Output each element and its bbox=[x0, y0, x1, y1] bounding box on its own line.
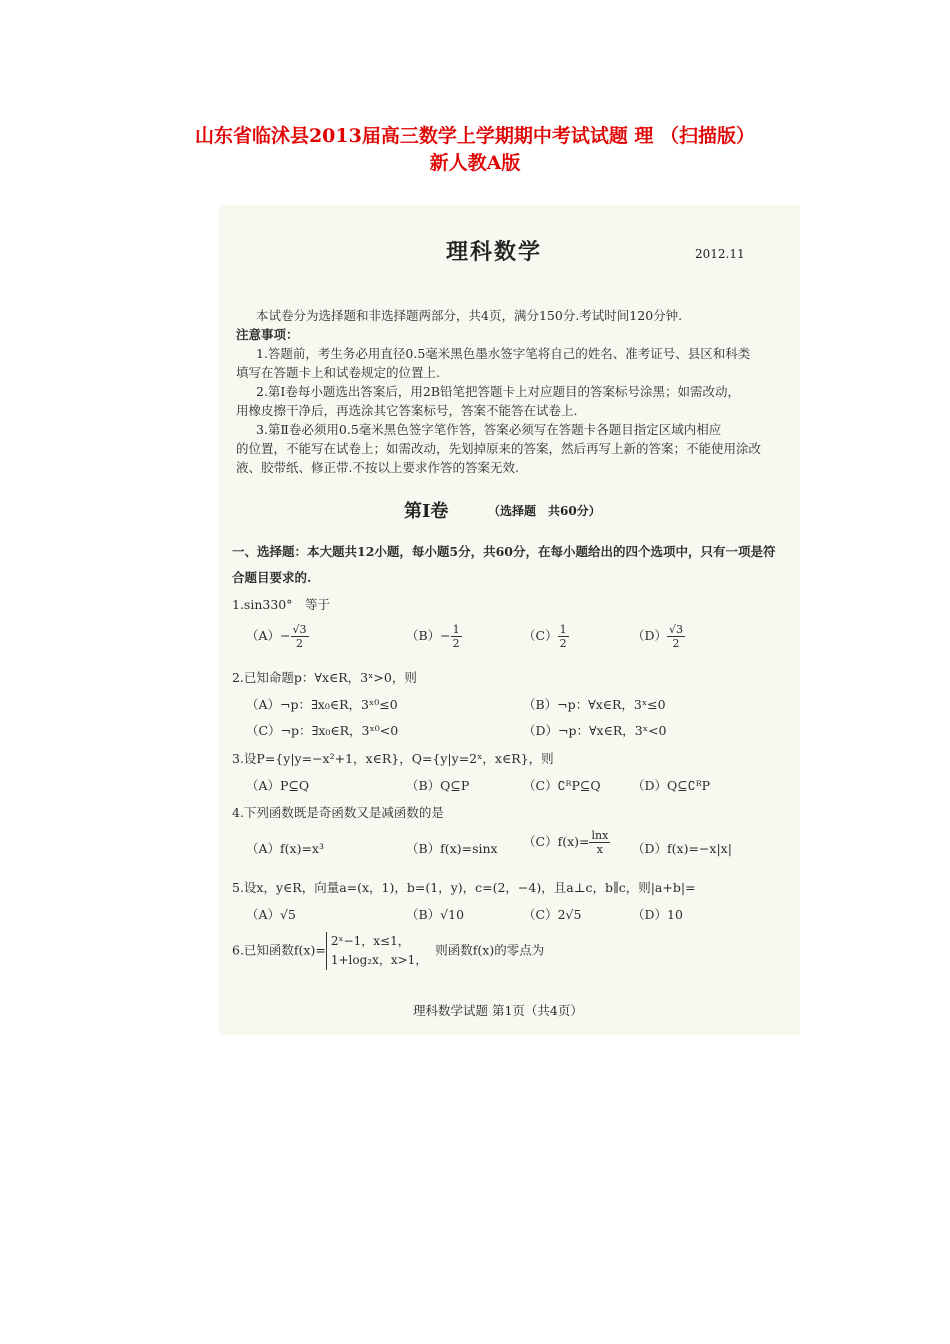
question-4-option-d: （D）f(x)=−x|x| bbox=[632, 841, 732, 856]
question-4-option-a: （A）f(x)=x³ bbox=[246, 841, 324, 856]
question-2-option-c: （C）¬p：∃x₀∈R，3ˣ⁰<0 bbox=[246, 723, 399, 738]
roll-title: 第Ⅰ卷 bbox=[404, 501, 449, 522]
question-3-option-a: （A）P⊆Q bbox=[246, 778, 310, 793]
notice-line: 用橡皮擦干净后，再选涂其它答案标号，答案不能答在试卷上. bbox=[236, 403, 578, 418]
question-3-stem: 3.设P={y|y=−x²+1，x∈R}，Q={y|y=2ˣ，x∈R}，则 bbox=[232, 751, 554, 766]
question-4-stem: 4.下列函数既是奇函数又是减函数的是 bbox=[232, 805, 444, 820]
roll-subtitle: （选择题 共60分） bbox=[488, 504, 601, 518]
question-4-option-c: （C）f(x)= $\frac{\ln x}{x}$ bbox=[523, 829, 609, 856]
question-2-stem: 2.已知命题p：∀x∈R，3ˣ>0，则 bbox=[232, 670, 417, 685]
notice-line: 1.答题前，考生务必用直径0.5毫米黑色墨水签字笔将自己的姓名、准考证号、县区和科类 bbox=[256, 346, 751, 361]
question-2-option-b: （B）¬p：∀x∈R，3ˣ≤0 bbox=[523, 697, 666, 712]
notice-line: 2.第Ⅰ卷每小题选出答案后，用2B铅笔把答题卡上对应题目的答案标号涂黑；如需改动， bbox=[256, 384, 741, 399]
question-5-option-c: （C）2√5 bbox=[523, 907, 582, 922]
question-5-option-b: （B）√10 bbox=[406, 907, 465, 922]
section-instructions: 一、选择题：本大题共12小题，每小题5分，共60分，在每小题给出的四个选项中，只有一项是符 bbox=[232, 544, 776, 559]
question-1-option-b: （B）− $\frac{1}{2}$ bbox=[406, 623, 460, 650]
notice-line: 填写在答题卡上和试卷规定的位置上. bbox=[236, 365, 440, 380]
document-title-line2: 新人教A版 bbox=[429, 152, 521, 174]
question-5-stem: 5.设x，y∈R，向量a=(x，1)，b=(1，y)，c=(2，−4)，且a⊥c，b∥c，则|a+b|= bbox=[232, 880, 696, 895]
paper-date: 2012.11 bbox=[695, 247, 745, 261]
question-1-option-a: （A）− $\frac{√3}{2}$ bbox=[246, 623, 307, 650]
question-4-option-b: （B）f(x)=sinx bbox=[406, 841, 498, 856]
notice-heading: 注意事项： bbox=[236, 327, 299, 342]
question-5-option-a: （A）√5 bbox=[246, 907, 296, 922]
question-1-option-d: （D） $\frac{√3}{2}$ bbox=[632, 623, 684, 650]
notice-line: 3.第Ⅱ卷必须用0.5毫米黑色签字笔作答，答案必须写在答题卡各题目指定区域内相应 bbox=[256, 422, 722, 437]
question-5-option-d: （D）10 bbox=[632, 907, 683, 922]
question-6-stem: 6.已知函数f(x)= 2ˣ−1，x≤1， 1+log₂x，x>1， 则函数f(x)的零点为 bbox=[232, 932, 544, 970]
page-footer: 理科数学试题 第1页（共4页） bbox=[413, 1003, 583, 1018]
scanned-exam-page bbox=[218, 205, 800, 1035]
piecewise-function: 2ˣ−1，x≤1， 1+log₂x，x>1， bbox=[326, 932, 427, 970]
notice-line: 液、胶带纸、修正带.不按以上要求作答的答案无效. bbox=[236, 460, 519, 475]
section-instructions-cont: 合题目要求的. bbox=[232, 570, 312, 585]
paper-title: 理科数学 bbox=[446, 239, 543, 265]
question-2-option-d: （D）¬p：∀x∈R，3ˣ<0 bbox=[523, 723, 667, 738]
intro-text: 本试卷分为选择题和非选择题两部分，共4页，满分150分.考试时间120分钟. bbox=[256, 308, 683, 323]
question-3-option-b: （B）Q⊆P bbox=[406, 778, 470, 793]
document-title-line1: 山东省临沭县2013届高三数学上学期期中考试试题 理 （扫描版） bbox=[194, 125, 756, 147]
question-3-option-c: （C）∁ᴿP⊆Q bbox=[523, 778, 601, 793]
question-1-stem: 1.sin330° 等于 bbox=[232, 597, 330, 612]
question-1-option-c: （C） $\frac{1}{2}$ bbox=[523, 623, 567, 650]
question-2-option-a: （A）¬p：∃x₀∈R，3ˣ⁰≤0 bbox=[246, 697, 398, 712]
notice-line: 的位置，不能写在试卷上；如需改动，先划掉原来的答案，然后再写上新的答案；不能使用涂改 bbox=[236, 441, 762, 456]
question-3-option-d: （D）Q⊆∁ᴿP bbox=[632, 778, 711, 793]
